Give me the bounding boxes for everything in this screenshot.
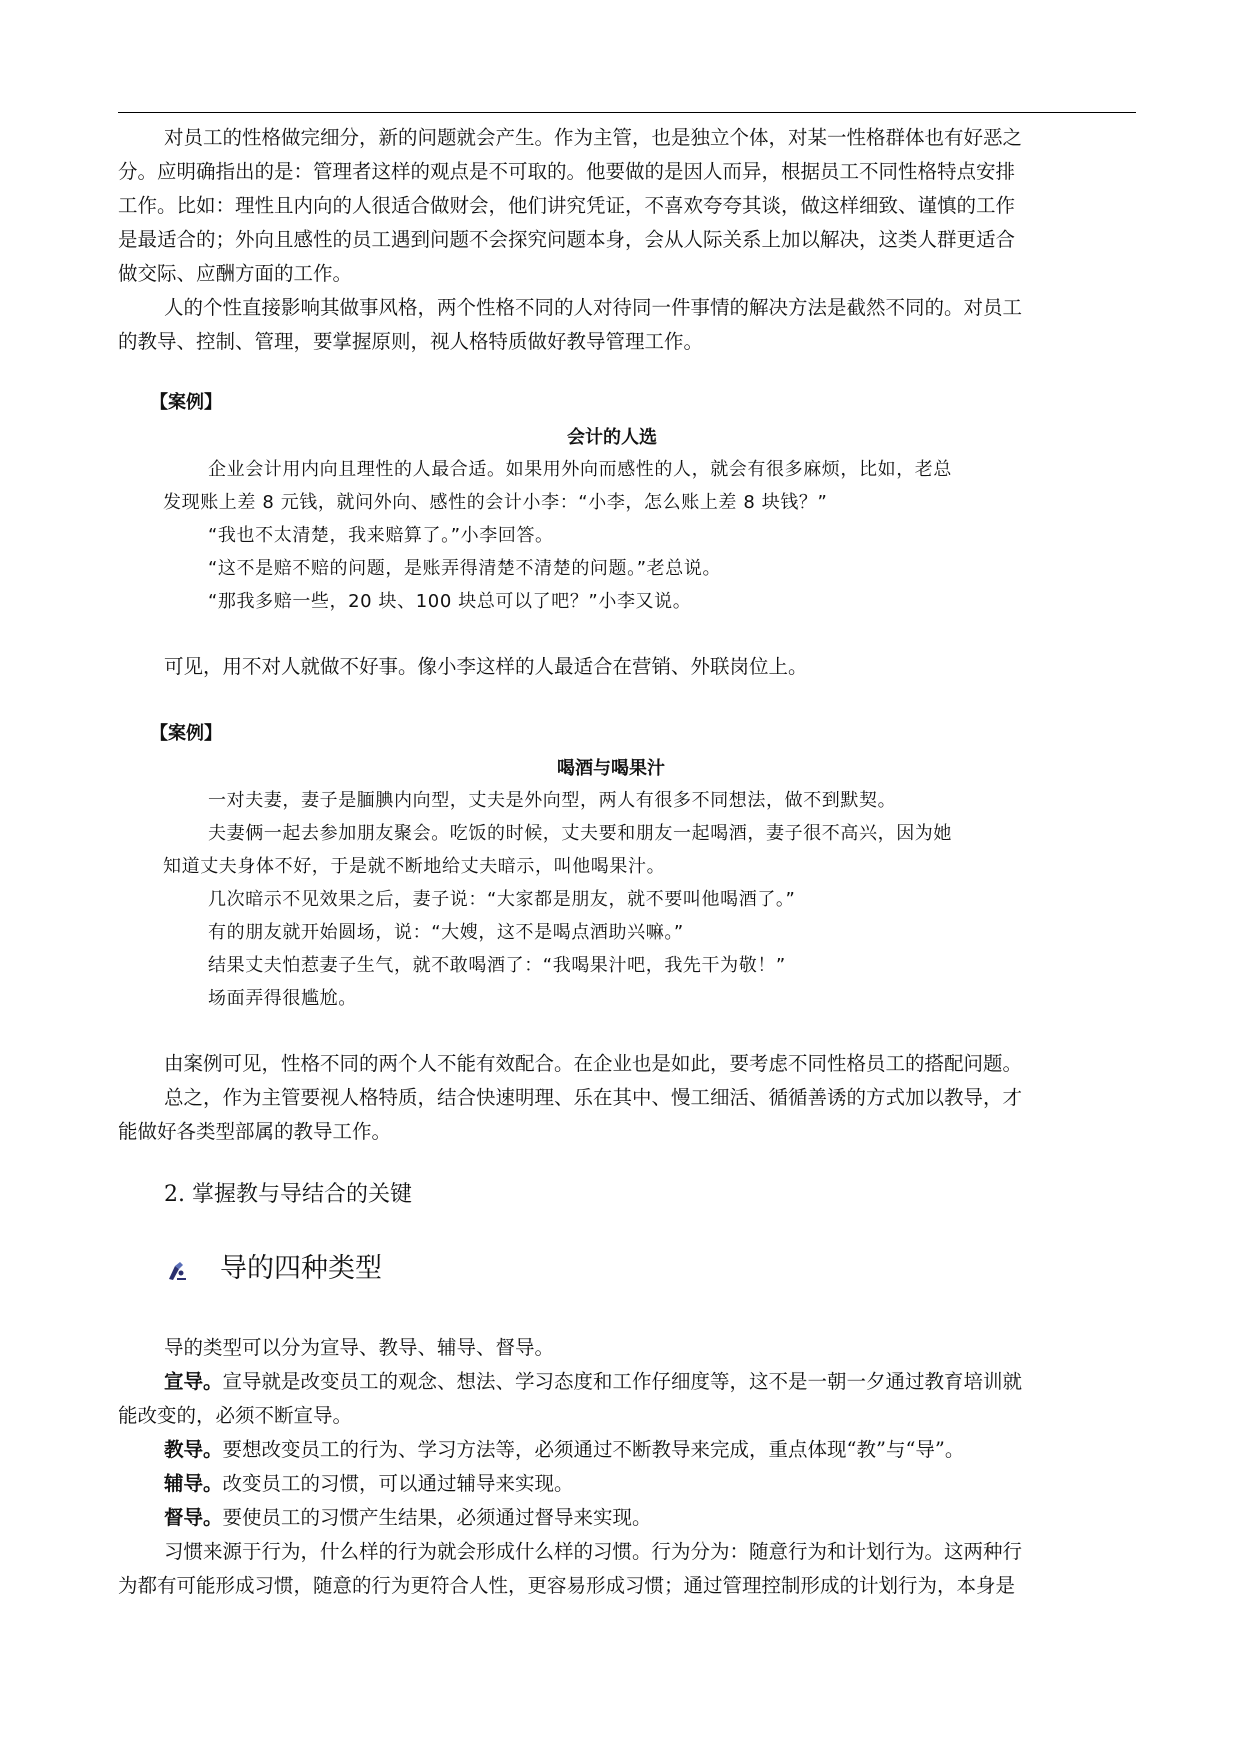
after-case-line-2: 总之，作为主管要视人格特质，结合快速明理、乐在其中、慢工细活、循循善诱的方式加以教导，才: [164, 1086, 1023, 1109]
intro-p2-line-1: 人的个性直接影响其做事风格，两个性格不同的人对待同一件事情的解决方法是截然不同的。对员工: [164, 296, 1023, 319]
habit-line-1: 习惯来源于行为，什么样的行为就会形成什么样的习惯。行为分为：随意行为和计划行为。这两种行: [164, 1540, 1023, 1563]
section-heading: 2. 掌握教与导结合的关键: [164, 1182, 412, 1207]
case2-line-4: 几次暗示不见效果之后，妻子说：“大家都是朋友，就不要叫他喝酒了。”: [208, 889, 796, 910]
case2-line-6: 结果丈夫怕惹妻子生气，就不敢喝酒了：“我喝果汁吧，我先干为敬！”: [208, 955, 786, 976]
fu-text: 改变员工的习惯，可以通过辅导来实现。: [222, 1472, 574, 1495]
case1-line-1: 企业会计用内向且理性的人最合适。如果用外向而感性的人，就会有很多麻烦，比如，老总: [208, 459, 952, 480]
intro-line-4: 是最适合的；外向且感性的员工遇到问题不会探究问题本身，会从人际关系上加以解决，这类人群更适合: [118, 228, 1016, 251]
case1-line-2: 发现账上差 8 元钱，就问外向、感性的会计小李：“小李，怎么账上差 8 块钱？”: [163, 492, 828, 513]
case2-line-7: 场面弄得很尴尬。: [208, 988, 357, 1009]
xuan-line-2: 能改变的，必须不断宣导。: [118, 1404, 353, 1427]
du-line: [164, 1501, 652, 1534]
case2-label: 【案例】: [150, 723, 222, 744]
case1-label: 【案例】: [150, 392, 222, 413]
du-label: 督导。: [164, 1506, 223, 1529]
jiao-label: 教导。: [164, 1438, 223, 1461]
jiao-text: 要想改变员工的行为、学习方法等，必须通过不断教导来完成，重点体现“教”与“导”。: [222, 1438, 965, 1461]
jiao-line: [164, 1433, 964, 1466]
case2-line-1: 一对夫妻，妻子是腼腆内向型，丈夫是外向型，两人有很多不同想法，做不到默契。: [208, 790, 897, 811]
case2-title: 喝酒与喝果汁: [557, 758, 665, 779]
subheading: 导的四种类型: [220, 1253, 382, 1284]
xuan-line-1: [164, 1365, 1022, 1398]
header-rule: [118, 112, 1136, 113]
xuan-label: 宣导。: [164, 1370, 223, 1393]
intro-p2-line-2: 的教导、控制、管理，要掌握原则，视人格特质做好教导管理工作。: [118, 330, 704, 353]
case2-line-3: 知道丈夫身体不好，于是就不断地给丈夫暗示，叫他喝果汁。: [163, 856, 666, 877]
fu-line: [164, 1467, 574, 1500]
case1-conclusion: 可见，用不对人就做不好事。像小李这样的人最适合在营销、外联岗位上。: [164, 655, 808, 678]
pen-figure-icon: [166, 1260, 188, 1282]
case2-line-2: 夫妻俩一起去参加朋友聚会。吃饭的时候，丈夫要和朋友一起喝酒，妻子很不高兴，因为她: [208, 823, 952, 844]
intro-line-1: 对员工的性格做完细分，新的问题就会产生。作为主管，也是独立个体，对某一性格群体也有好恶之: [164, 126, 1023, 149]
case1-title: 会计的人选: [567, 427, 657, 448]
case1-line-3: “我也不太清楚，我来赔算了。”小李回答。: [208, 525, 554, 546]
after-case-line-1: 由案例可见，性格不同的两个人不能有效配合。在企业也是如此，要考虑不同性格员工的搭配问题。: [164, 1052, 1023, 1075]
case2-line-5: 有的朋友就开始圆场，说：“大嫂，这不是喝点酒助兴嘛。”: [208, 922, 684, 943]
intro-line-5: 做交际、应酬方面的工作。: [118, 262, 353, 285]
habit-line-2: 为都有可能形成习惯，随意的行为更符合人性，更容易形成习惯；通过管理控制形成的计划行为，本身是: [118, 1574, 1016, 1597]
case1-line-5: “那我多赔一些，20 块、100 块总可以了吧？”小李又说。: [208, 591, 692, 612]
du-text: 要使员工的习惯产生结果，必须通过督导来实现。: [222, 1506, 652, 1529]
after-case-line-3: 能做好各类型部属的教导工作。: [118, 1120, 392, 1143]
fu-label: 辅导。: [164, 1472, 223, 1495]
case1-line-4: “这不是赔不赔的问题，是账弄得清楚不清楚的问题。”老总说。: [208, 558, 722, 579]
types-intro: 导的类型可以分为宣导、教导、辅导、督导。: [164, 1336, 555, 1359]
intro-line-3: 工作。比如：理性且内向的人很适合做财会，他们讲究凭证，不喜欢夸夸其谈，做这样细致、谨慎的工作: [118, 194, 1016, 217]
xuan-text-1: 宣导就是改变员工的观念、想法、学习态度和工作仔细度等，这不是一朝一夕通过教育培训就: [222, 1370, 1023, 1393]
intro-line-2: 分。应明确指出的是：管理者这样的观点是不可取的。他要做的是因人而异，根据员工不同性格特点安排: [118, 160, 1016, 183]
